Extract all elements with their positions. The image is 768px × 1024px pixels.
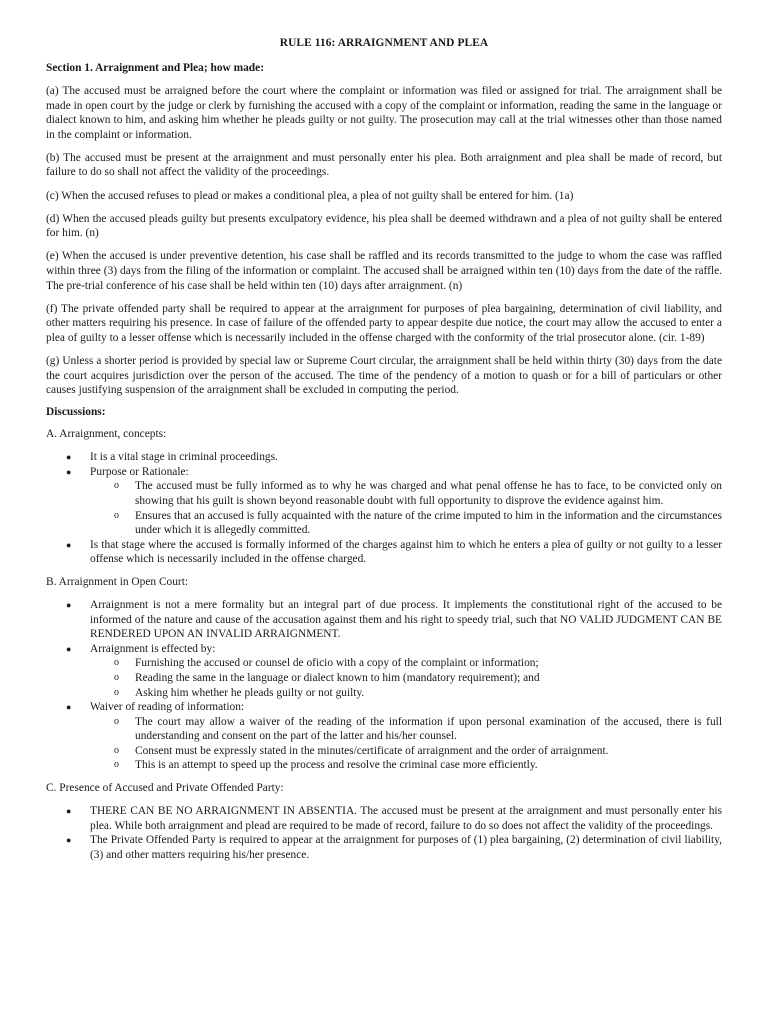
- bullet-icon: ●: [66, 702, 72, 713]
- paragraph-f: (f) The private offended party shall be required to appear at the arraignment for purposes of plea bargaining, determination of civil liability, and other matters requiring his presence. In case of failure of the offended party to appear despite due notice, the court may allow the accused to enter a plea of guilty to a lesser offense which is necessarily included in the offense charged with the conformity of the trial prosecutor alone. (cir. 1-89): [46, 302, 722, 344]
- circle-bullet-icon: o: [114, 715, 119, 727]
- section-b-heading: B. Arraignment in Open Court:: [46, 575, 189, 588]
- bullet-icon: ●: [66, 806, 72, 817]
- list-item: ● Is that stage where the accused is formally informed of the charges against him to which he enters a plea of guilty or not guilty to a lesser offense which is necessarily included in the offense charged.: [66, 538, 722, 566]
- paragraph-e: (e) When the accused is under preventive detention, his case shall be raffled and its records transmitted to the judge to whom the case was raffled within three (3) days from the filing of the information or complaint. The accused shall be arraigned within ten (10) days from the date of the raffle. The pre-trial conference of his case shall be held within ten (10) days after arraignment. (n): [46, 250, 722, 292]
- circle-bullet-icon: o: [114, 686, 119, 698]
- paragraph-c: (c) When the accused refuses to plead or makes a conditional plea, a plea of not guilty shall be entered for him. (1a): [46, 189, 574, 202]
- sub-list-item: o The accused must be fully informed as to why he was charged and what penal offense he has to face, to be convicted only on showing that his guilt is shown beyond reasonable doubt with full opportunity to disprove the evidence against him.: [114, 480, 722, 507]
- bullet-icon: ●: [66, 452, 72, 463]
- sub-list-item: o Asking him whether he pleads guilty or not guilty.: [114, 686, 365, 699]
- sub-list-item: o Reading the same in the language or dialect known to him (mandatory requirement); and: [114, 671, 540, 684]
- document-title: RULE 116: ARRAIGNMENT AND PLEA: [279, 37, 489, 49]
- section-a-list: [46, 450, 722, 567]
- sub-list-item: o Consent must be expressly stated in the minutes/certificate of arraignment and the order of arraignment.: [114, 744, 609, 757]
- list-item: ● The Private Offended Party is required to appear at the arraignment for purposes of (1) plea bargaining, (2) determination of civil liability, (3) and other matters requiring his/her presence.: [66, 834, 722, 861]
- sub-list-item: o The court may allow a waiver of the reading of the information if upon personal examination of the accused, there is full understanding and consent on the part of the latter and his/her counsel.: [114, 715, 722, 743]
- circle-bullet-icon: o: [114, 657, 119, 669]
- sub-list: [90, 656, 722, 700]
- sub-list: [90, 479, 722, 537]
- sub-list-item: o Furnishing the accused or counsel de oficio with a copy of the complaint or information;: [114, 657, 539, 670]
- section-a-heading: A. Arraignment, concepts:: [46, 428, 167, 441]
- bullet-icon: ●: [66, 599, 72, 610]
- list-item: ● Purpose or Rationale: o The accused must be fully informed as to why he was charged and what penal offense he has to face, to be convicted only on showing that his guilt is shown beyond reasonable doubt with full opportunity to disprove the evidence against him. o Ensures that an accused is fully acquainted with the nature of the crime imputed to him in the information and the circumstances under which it is allegedly committed.: [46, 465, 722, 538]
- circle-bullet-icon: o: [114, 744, 119, 756]
- paragraph-b: (b) The accused must be present at the arraignment and must personally enter his plea. Both arraignment and plea shall be made of record, but failure to do so shall not affect the validity of the proceedings.: [46, 151, 722, 179]
- paragraph-d: (d) When the accused pleads guilty but presents exculpatory evidence, his plea shall be deemed withdrawn and a plea of not guilty shall be entered for him. (n): [46, 212, 722, 240]
- bullet-icon: ●: [66, 643, 72, 654]
- list-item: ● Arraignment is not a mere formality but an integral part of due process. It implements the constitutional right of the accused to be informed of the nature and cause of the accusation against them and his right to speedy trial, such that NO VALID JUDGMENT CAN BE RENDERED UPON AN INVALID ARRAIGNMENT.: [66, 598, 722, 641]
- bullet-icon: ●: [66, 835, 72, 846]
- sub-list-item: o This is an attempt to speed up the process and resolve the criminal case more efficiently.: [114, 759, 538, 772]
- paragraph-a: (a) The accused must be arraigned before the court where the complaint or information was filed or assigned for trial. The arraignment shall be made in open court by the judge or clerk by furnishing the accused with a copy of the complaint or information, reading the same in the language or dialect known to him, and asking him whether he pleads guilty or not guilty. The prosecution may call at the trial witnesses other than those named in the complaint or information.: [46, 85, 722, 141]
- list-item: ● THERE CAN BE NO ARRAIGNMENT IN ABSENTIA. The accused must be present at the arraignment and must personally enter his plea. While both arraignment and plead are required to be made of record, failure to do so does not affect the validity of the proceedings.: [66, 805, 722, 832]
- section-1-heading: Section 1. Arraignment and Plea; how made:: [46, 62, 264, 74]
- list-item: ● Arraignment is effected by: o Furnishing the accused or counsel de oficio with a copy of the complaint or information; o Reading the same in the language or dialect known to him (mandatory requirement); and o Asking him whether he pleads guilty or not guilty.: [46, 642, 722, 700]
- list-item: ● Waiver of reading of information: o The court may allow a waiver of the reading of the information if upon personal examination of the accused, there is full understanding and consent on the part of the latter and his/her counsel. o Consent must be expressly stated in the minutes/certificate of arraignment and the order of arraignment. o This is an attempt to speed up the process and resolve the criminal case more efficiently.: [46, 700, 722, 773]
- sub-list: [90, 715, 722, 773]
- list-item: ● It is a vital stage in criminal proceedings.: [66, 451, 278, 464]
- bullet-icon: ●: [66, 466, 72, 477]
- circle-bullet-icon: o: [114, 480, 119, 492]
- section-c-heading: C. Presence of Accused and Private Offended Party:: [46, 782, 284, 795]
- circle-bullet-icon: o: [114, 759, 119, 771]
- section-b-list: [46, 598, 722, 773]
- section-c-list: [46, 804, 722, 862]
- paragraph-g: (g) Unless a shorter period is provided by special law or Supreme Court circular, the arraignment shall be held within thirty (30) days from the date the court acquires jurisdiction over the person of the accused. The time of the pendency of a motion to quash or for a bill of particulars or other causes justifying suspension of the arraignment shall be excluded in computing the period.: [46, 354, 722, 397]
- bullet-icon: ●: [66, 539, 72, 550]
- discussions-heading: Discussions:: [46, 406, 106, 419]
- circle-bullet-icon: o: [114, 509, 119, 521]
- circle-bullet-icon: o: [114, 671, 119, 683]
- sub-list-item: o Ensures that an accused is fully acquainted with the nature of the crime imputed to him in the information and the circumstances under which it is allegedly committed.: [114, 509, 722, 537]
